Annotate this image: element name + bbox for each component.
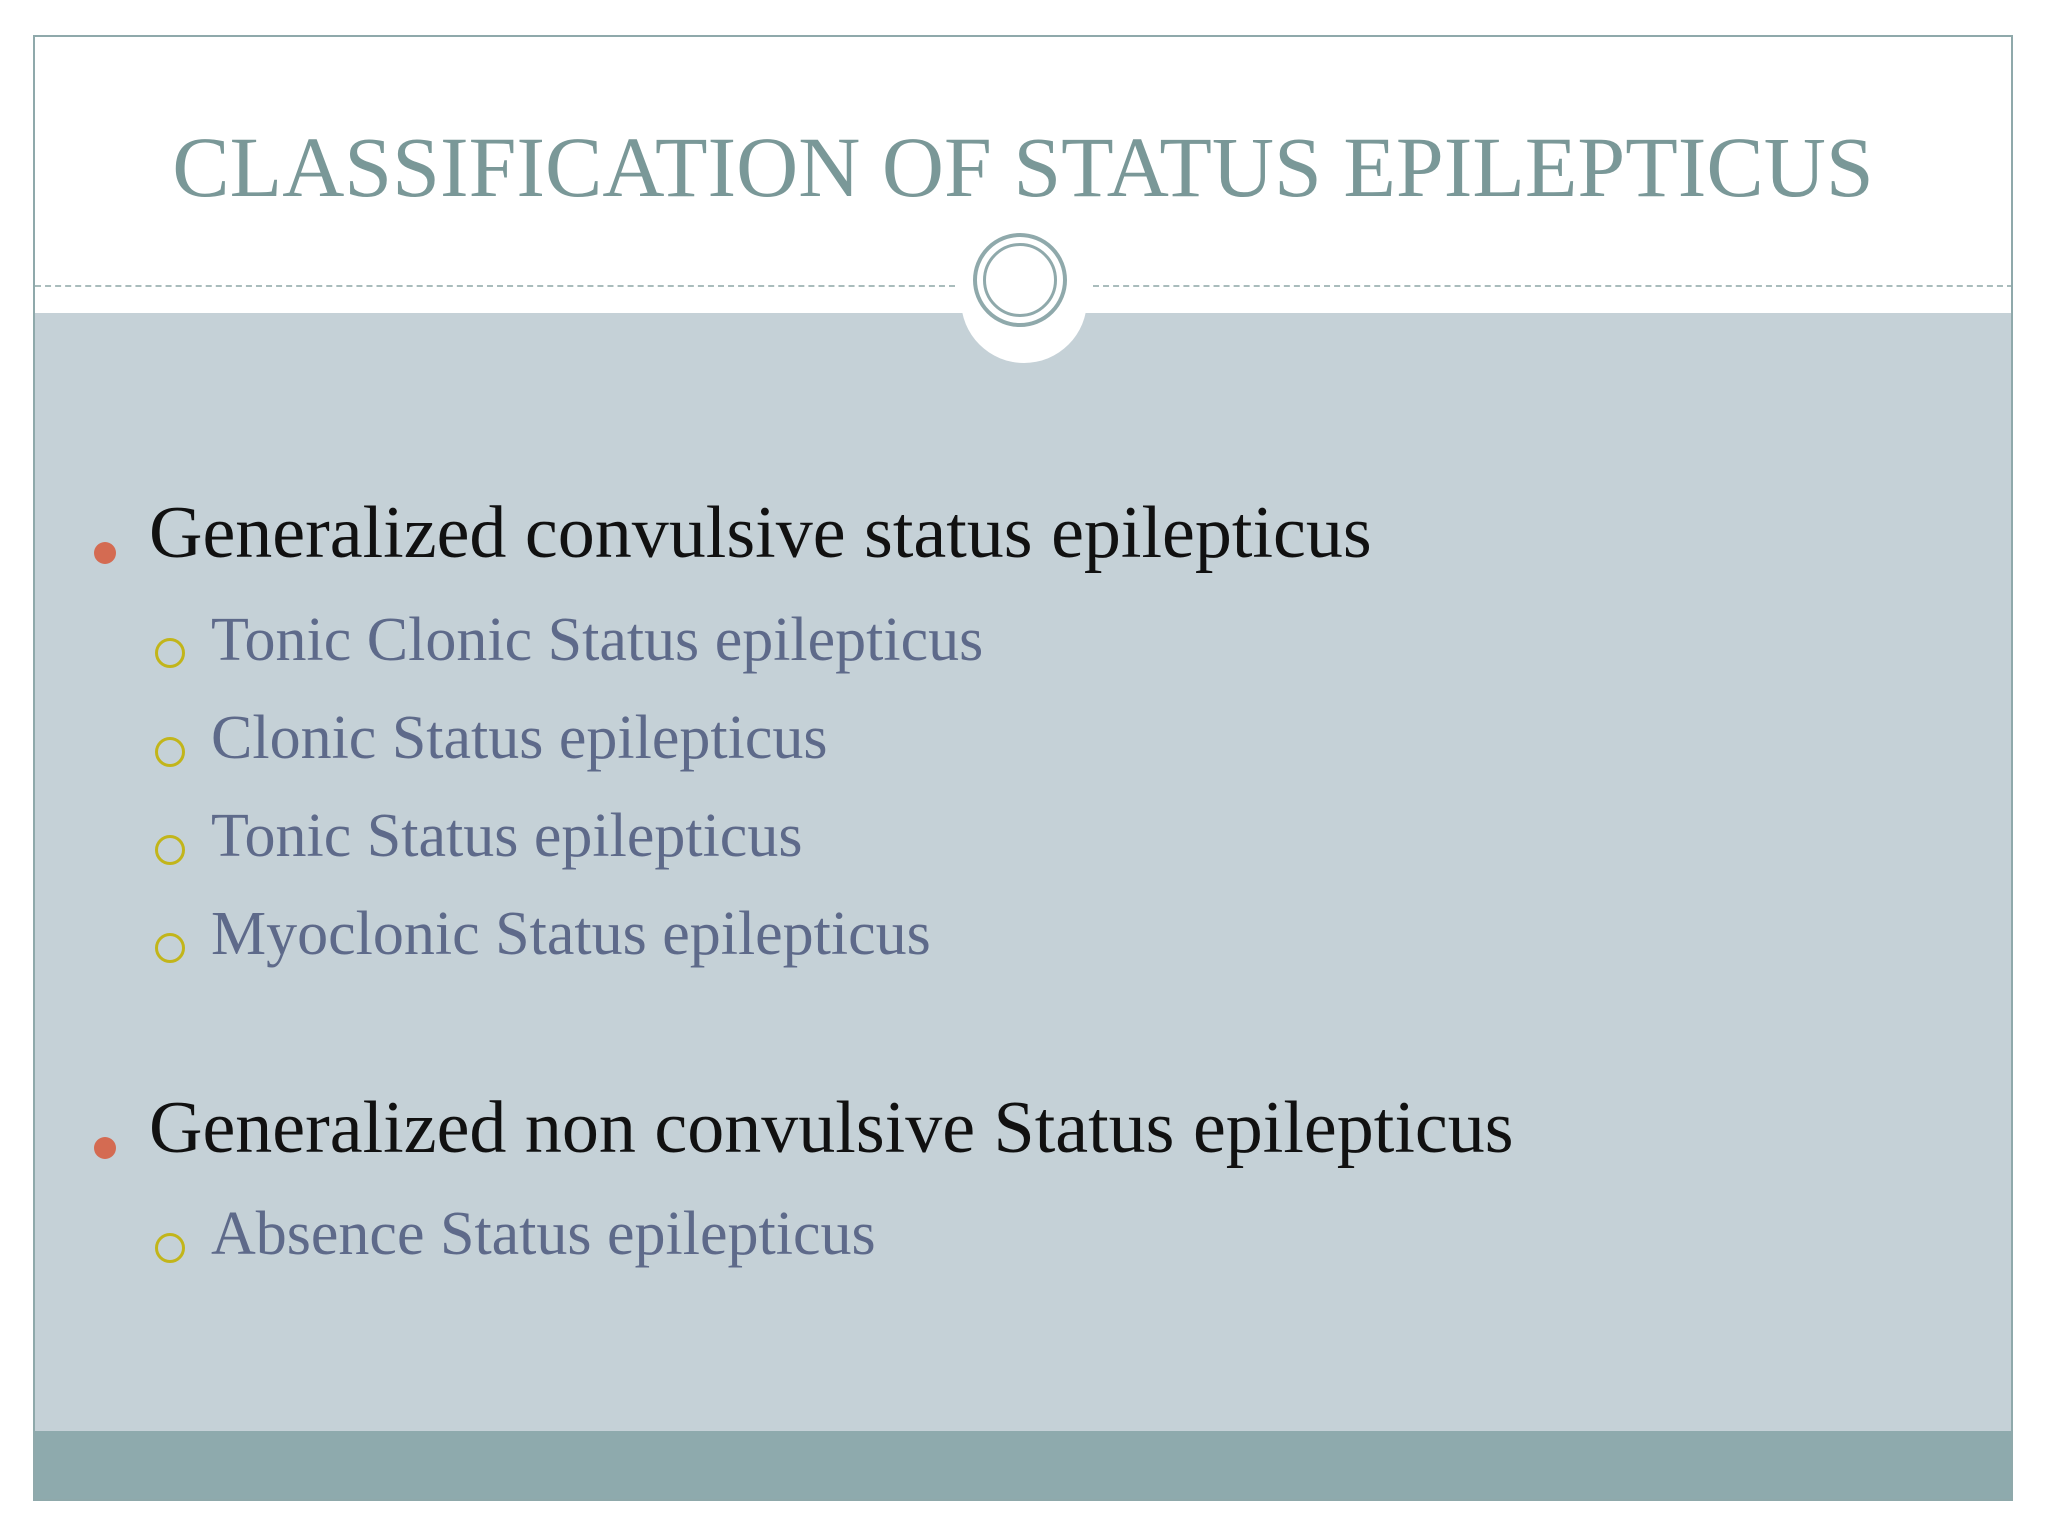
bullet-sub-text: Tonic Status epilepticus <box>211 802 803 870</box>
bullet-sub-text: Absence Status epilepticus <box>211 1200 876 1268</box>
bullet-main-text: Generalized convulsive status epilepticus <box>149 492 1372 574</box>
sub-bullet-circle-icon <box>155 737 185 767</box>
sub-bullet-circle-icon <box>155 835 185 865</box>
footer-bar <box>35 1431 2011 1501</box>
content-area <box>35 313 2011 1431</box>
slide-title: CLASSIFICATION OF STATUS EPILEPTICUS <box>172 119 1874 215</box>
slide <box>33 35 2013 1501</box>
main-bullet-dot-icon <box>94 542 116 564</box>
main-bullet-dot-icon <box>94 1137 116 1159</box>
bullet-sub-text: Myoclonic Status epilepticus <box>211 900 931 968</box>
bullet-main-text: Generalized non convulsive Status epilepticus <box>149 1087 1514 1169</box>
bullet-sub-text: Clonic Status epilepticus <box>211 704 828 772</box>
sub-bullet-circle-icon <box>155 638 185 668</box>
bullet-list <box>35 313 2011 1431</box>
sub-bullet-circle-icon <box>155 1233 185 1263</box>
decorative-inner-ring <box>983 243 1057 317</box>
sub-bullet-circle-icon <box>155 933 185 963</box>
title-divider-left <box>35 285 955 287</box>
title-divider-right <box>1093 285 2013 287</box>
decorative-ring-icon <box>973 233 1067 327</box>
bullet-sub-text: Tonic Clonic Status epilepticus <box>211 606 984 674</box>
